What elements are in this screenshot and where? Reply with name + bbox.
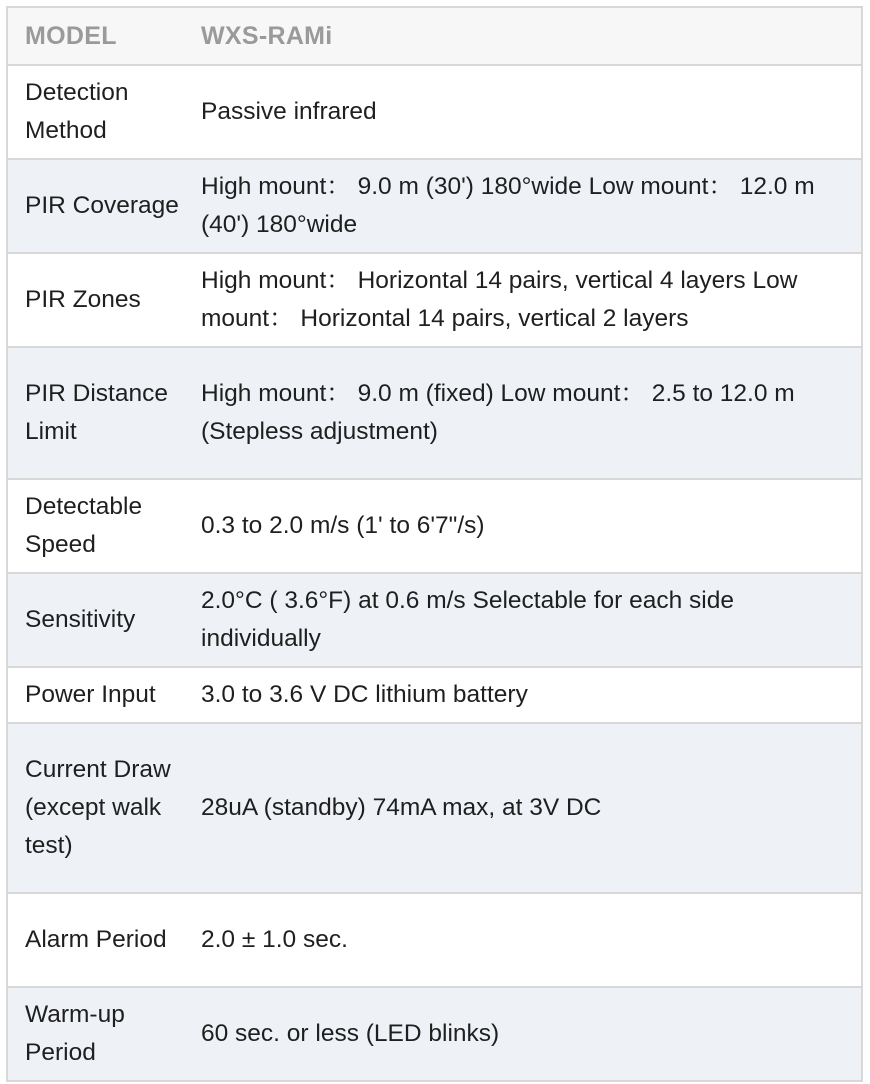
table-row [7, 573, 862, 667]
table-row [7, 667, 862, 723]
model-header-value: WXS-RAMi [201, 7, 862, 65]
row-value: 2.0 ± 1.0 sec. [201, 893, 862, 987]
model-header-label: MODEL [7, 7, 201, 65]
row-label: Power Input [7, 667, 201, 723]
row-value: 0.3 to 2.0 m/s (1' to 6'7"/s) [201, 479, 862, 573]
table-row [7, 723, 862, 893]
table-row [7, 347, 862, 479]
row-label: Warm-up Period [7, 987, 201, 1081]
row-value: High mount： Horizontal 14 pairs, vertical 4 layers Low mount： Horizontal 14 pairs, vertical 2 layers [201, 253, 862, 347]
row-label: Sensitivity [7, 573, 201, 667]
table-row [7, 159, 862, 253]
row-label: PIR Coverage [7, 159, 201, 253]
row-value: High mount： 9.0 m (30') 180°wide Low mount： 12.0 m (40') 180°wide [201, 159, 862, 253]
row-value: Passive infrared [201, 65, 862, 159]
row-label: PIR Zones [7, 253, 201, 347]
row-label: Detection Method [7, 65, 201, 159]
table-row [7, 65, 862, 159]
row-value: 3.0 to 3.6 V DC lithium battery [201, 667, 862, 723]
table-row [7, 893, 862, 987]
row-value: 60 sec. or less (LED blinks) [201, 987, 862, 1081]
row-value: High mount： 9.0 m (fixed) Low mount： 2.5 to 12.0 m (Stepless adjustment) [201, 347, 862, 479]
row-label: PIR Distance Limit [7, 347, 201, 479]
spec-table [6, 6, 863, 1082]
table-header-row [7, 7, 862, 65]
row-value: 28uA (standby) 74mA max, at 3V DC [201, 723, 862, 893]
row-label: Current Draw (except walk test) [7, 723, 201, 893]
table-row [7, 987, 862, 1081]
row-label: Alarm Period [7, 893, 201, 987]
row-value: 2.0°C ( 3.6°F) at 0.6 m/s Selectable for each side individually [201, 573, 862, 667]
table-row [7, 479, 862, 573]
row-label: Detectable Speed [7, 479, 201, 573]
table-row [7, 253, 862, 347]
